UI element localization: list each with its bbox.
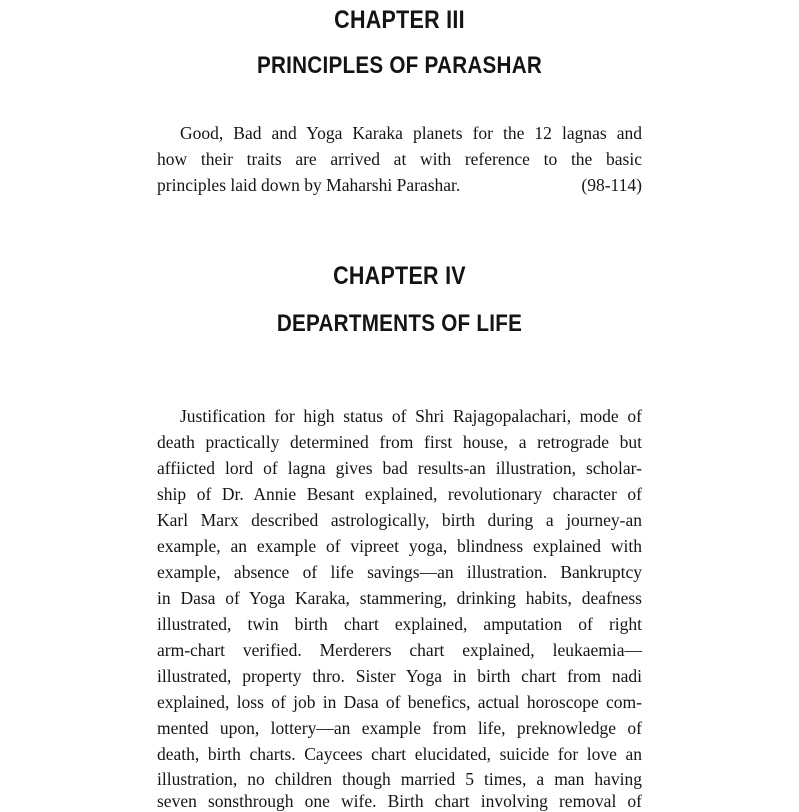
chapter-3-summary-line (157, 174, 642, 196)
chapter-4-summary-line: example, an example of vipreet yoga, blindness explained with (157, 536, 642, 556)
chapter-4-summary-line: Karl Marx described astrologically, birth during a journey-an (157, 510, 642, 530)
chapter-4-summary-line: Justification for high status of Shri Rajagopalachari, mode of (180, 406, 642, 426)
chapter-3-summary-line: Good, Bad and Yoga Karaka planets for the 12 lagnas and (180, 123, 642, 143)
chapter-3-heading: CHAPTER III (334, 6, 465, 34)
chapter-4-summary-line: example, absence of life savings—an illustration. Bankruptcy (157, 562, 642, 582)
chapter-4-summary-line: death practically determined from first house, a retrograde but (157, 432, 642, 452)
chapter-4-summary-line: ship of Dr. Annie Besant explained, revolutionary character of (157, 484, 642, 504)
chapter-4-title: DEPARTMENTS OF LIFE (276, 310, 523, 337)
chapter-3-summary-text: principles laid down by Maharshi Parashar. (157, 175, 461, 195)
chapter-4-summary-line: explained, loss of job in Dasa of benefics, actual horoscope com- (157, 692, 642, 712)
chapter-4-summary-line: illustrated, twin birth chart explained, amputation of right (157, 614, 642, 634)
chapter-4-summary-line: arm-chart verified. Merderers chart explained, leukaemia— (157, 640, 642, 660)
chapter-3-title: PRINCIPLES OF PARASHAR (256, 52, 543, 79)
chapter-4-summary-line: in Dasa of Yoga Karaka, stammering, drinking habits, deafness (157, 588, 642, 608)
chapter-4-summary-line: affiicted lord of lagna gives bad results-an illustration, scholar- (157, 458, 642, 478)
chapter-3-summary-line: how their traits are arrived at with reference to the basic (157, 149, 642, 169)
chapter-4-summary-line: mented upon, lottery—an example from life, preknowledge of (157, 718, 642, 738)
chapter-4-summary-line: illustration, no children though married 5 times, a man having (157, 769, 642, 789)
chapter-4-summary-line: seven sonsthrough one wife. Birth chart involving removal of (157, 791, 642, 811)
chapter-4-heading: CHAPTER IV (333, 262, 466, 290)
chapter-4-summary-line: illustrated, property thro. Sister Yoga in birth chart from nadi (157, 666, 642, 686)
chapter-3-page-range: (98-114) (581, 175, 642, 195)
chapter-4-summary-line: death, birth charts. Caycees chart elucidated, suicide for love an (157, 744, 642, 764)
